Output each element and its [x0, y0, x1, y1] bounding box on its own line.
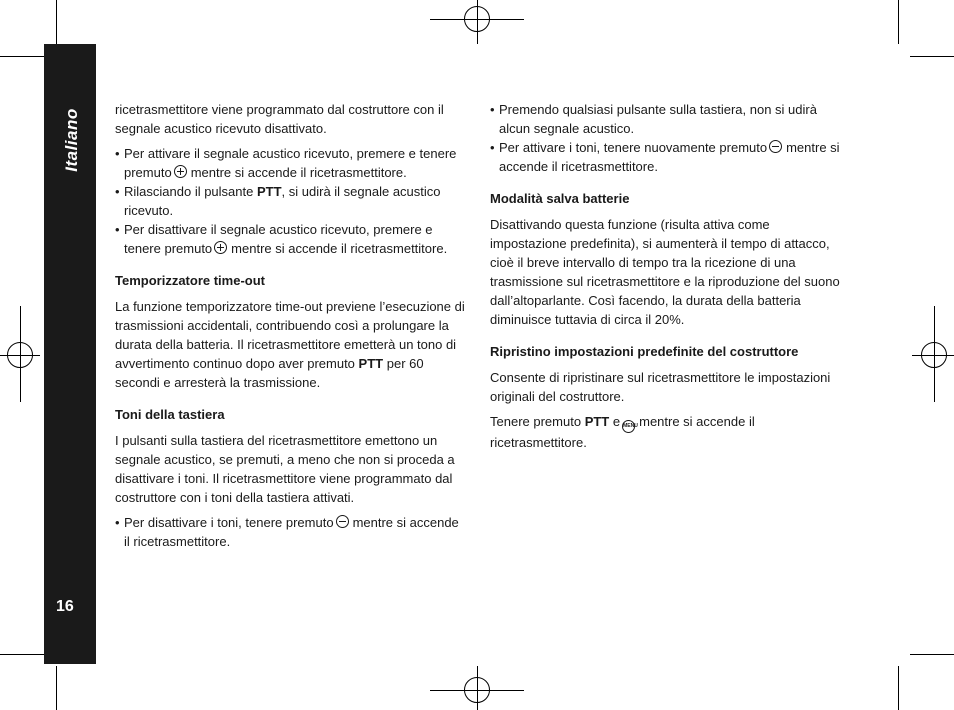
keypad-tone-list-cont	[490, 100, 840, 176]
crop-mark	[0, 56, 44, 57]
list-item: • Rilasciando il pulsante PTT, si udirà il segnale acustico ricevuto.	[115, 182, 465, 220]
crop-mark	[56, 0, 57, 44]
battery-paragraph: Disattivando questa funzione (risulta attiva come impostazione predefinita), si aumenterà il tempo di attacco, cioè il breve intervallo di tempo tra la ricezione di una trasmissione sul ricetrasmettitore e la riproduzione del suono dall’altoparlante. Così facendo, la durata della batteria diminuisce tuttavia di circa il 20%.	[490, 217, 840, 327]
intro-paragraph: ricetrasmettitore viene programmato dal costruttore con il segnale acustico ricevuto disattivato.	[115, 102, 444, 136]
list-item: • Premendo qualsiasi pulsante sulla tastiera, non si udirà alcun segnale acustico.	[490, 100, 840, 138]
timeout-paragraph: La funzione temporizzatore time-out previene l’esecuzione di trasmissioni accidentali, contribuendo così a prolungare la durata della batteria. Il ricetrasmettitore emetterà un tono di avvertimento continuo dopo aver premuto PTT per 60 secondi e arresterà la trasmissione.	[115, 299, 465, 390]
crop-mark	[910, 654, 954, 655]
receive-tone-list	[115, 144, 465, 258]
crop-mark	[56, 666, 57, 710]
minus-button-icon	[769, 140, 782, 153]
page-number: 16	[56, 598, 74, 615]
plus-button-icon	[174, 165, 187, 178]
section-heading-battery: Modalità salva batterie	[490, 191, 630, 206]
reset-instruction: Tenere premuto PTT e MENUmentre si accende il ricetrasmettitore.	[490, 414, 755, 450]
keypad-paragraph: I pulsanti sulla tastiera del ricetrasmettitore emettono un segnale acustico, se premuti, a meno che non si proceda a disattivare i toni. Il ricetrasmettitore viene programmato dal costruttore con i toni della tastiera attivati.	[115, 433, 455, 505]
list-item: • Per attivare il segnale acustico ricevuto, premere e tenere premuto mentre si accende il ricetrasmettitore.	[115, 144, 465, 182]
keypad-tone-list	[115, 513, 465, 551]
crop-mark	[898, 0, 899, 44]
plus-button-icon	[214, 241, 227, 254]
crop-mark	[898, 666, 899, 710]
section-heading-keypad: Toni della tastiera	[115, 407, 225, 422]
list-item: • Per disattivare i toni, tenere premuto mentre si accende il ricetrasmettitore.	[115, 513, 465, 551]
list-item: • Per attivare i toni, tenere nuovamente premuto mentre si accende il ricetrasmettitore.	[490, 138, 840, 176]
menu-button-icon: MENU	[622, 420, 635, 433]
list-item: • Per disattivare il segnale acustico ricevuto, premere e tenere premuto mentre si accende il ricetrasmettitore.	[115, 220, 465, 258]
minus-button-icon	[336, 515, 349, 528]
language-label: Italiano	[62, 108, 81, 172]
left-column	[115, 100, 465, 557]
section-heading-reset: Ripristino impostazioni predefinite del costruttore	[490, 344, 799, 359]
crop-mark	[0, 654, 44, 655]
section-heading-timeout: Temporizzatore time-out	[115, 273, 265, 288]
reset-paragraph: Consente di ripristinare sul ricetrasmettitore le impostazioni originali del costruttore.	[490, 370, 831, 404]
right-column	[490, 100, 840, 458]
crop-mark	[910, 56, 954, 57]
